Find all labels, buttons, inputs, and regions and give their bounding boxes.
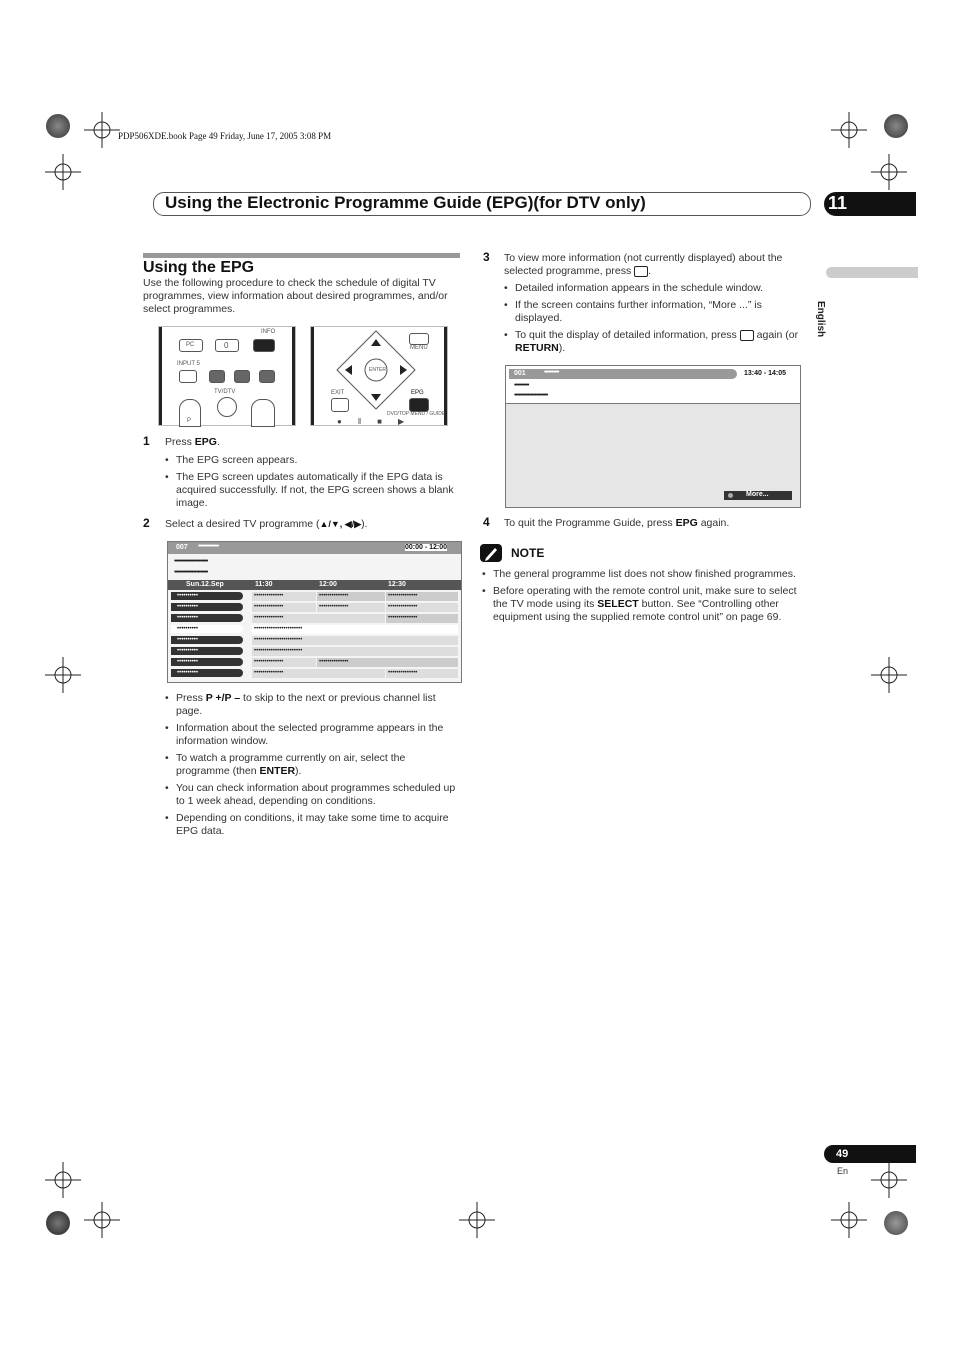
epg-time-col: 11:30 bbox=[255, 581, 273, 588]
detail-time-range: 13:40 - 14:05 bbox=[744, 370, 787, 377]
step-4-text: To quit the Programme Guide, press EPG again. bbox=[504, 517, 730, 529]
list-item: • The EPG screen updates automatically if the EPG data is acquired successfully. If not, the EPG screen shows a blank image. bbox=[165, 471, 461, 510]
color-target-icon bbox=[884, 1211, 908, 1235]
color-button bbox=[209, 370, 225, 383]
list-item: • Before operating with the remote control unit, make sure to select the TV mode using its SELECT button. See “Controlling other equipment using the supplied remote control unit” on page 69. bbox=[482, 585, 800, 624]
detail-screen-illustration bbox=[505, 365, 801, 508]
channel-row: •••••••••• bbox=[171, 614, 243, 622]
programme-cell-selected: ••••••••••••••••••••••• bbox=[252, 625, 458, 634]
page-number: 49 bbox=[836, 1148, 849, 1160]
programme-cell: •••••••••••••• bbox=[386, 603, 458, 612]
registration-mark-icon bbox=[871, 154, 907, 190]
list-item: • To watch a programme currently on air, select the programme (then ENTER). bbox=[165, 752, 461, 778]
info-button-icon bbox=[634, 266, 648, 277]
registration-mark-icon bbox=[831, 1202, 867, 1238]
volume-button bbox=[251, 399, 275, 427]
list-item: • Press P +/P – to skip to the next or previous channel list page. bbox=[165, 692, 461, 718]
exit-label: EXIT bbox=[331, 390, 345, 396]
note-title: NOTE bbox=[511, 546, 545, 560]
epg-button bbox=[409, 398, 429, 412]
registration-mark-icon bbox=[831, 112, 867, 148]
page-language: En bbox=[837, 1166, 849, 1176]
input5-label: INPUT 5 bbox=[177, 361, 200, 367]
registration-mark-icon bbox=[871, 657, 907, 693]
enter-label: ENTER bbox=[369, 367, 386, 373]
epg-label: EPG bbox=[411, 390, 424, 396]
guide-label: DVD/TOP MENU / GUIDE bbox=[387, 411, 446, 417]
channel-row-selected: •••••••••• bbox=[171, 625, 243, 633]
channel-row: •••••••••• bbox=[171, 603, 243, 611]
step-2-bullets bbox=[165, 692, 461, 842]
programme-cell: ••••••••••••••••••••••• bbox=[252, 647, 458, 656]
tvdtv-button bbox=[217, 397, 237, 417]
language-label: English bbox=[815, 301, 826, 338]
detail-title-dots: •••••••••• bbox=[544, 369, 559, 376]
epg-title-dots: •••••••••••••• bbox=[198, 543, 219, 550]
programme-cell: •••••••••••••• bbox=[386, 669, 458, 678]
section-rule bbox=[143, 253, 460, 258]
programme-cell: •••••••••••••• bbox=[386, 592, 458, 601]
language-tab bbox=[826, 267, 918, 278]
remote-illustration-left bbox=[158, 326, 296, 426]
epg-info-line: ••••••••••••••••••••••• bbox=[174, 569, 208, 576]
note-bullets bbox=[482, 568, 800, 628]
section-intro: Use the following procedure to check the schedule of digital TV programmes, view information about desired programmes, and/or select programmes. bbox=[143, 277, 448, 315]
epg-time-col: 12:00 bbox=[319, 581, 337, 588]
color-target-icon bbox=[46, 114, 70, 138]
channel-row: •••••••••• bbox=[171, 669, 243, 677]
epg-channel: 007 bbox=[176, 544, 188, 551]
list-item: • Detailed information appears in the schedule window. bbox=[504, 282, 799, 295]
chapter-number: 11 bbox=[828, 193, 848, 213]
tvdtv-label: TV/DTV bbox=[214, 389, 236, 395]
info-label: INFO bbox=[261, 329, 276, 335]
info-button bbox=[253, 339, 275, 352]
step-3-bullets bbox=[504, 282, 799, 359]
zero-button: 0 bbox=[215, 339, 239, 352]
list-item: • Depending on conditions, it may take some time to acquire EPG data. bbox=[165, 812, 461, 838]
note-pencil-icon bbox=[480, 544, 502, 562]
list-item: • You can check information about programmes scheduled up to 1 week ahead, depending on conditions. bbox=[165, 782, 461, 808]
transport-icons: ●‖■▶ bbox=[337, 417, 421, 426]
step-2-text: Select a desired TV programme (▲/▼, ◀/▶). bbox=[165, 518, 368, 530]
epg-time-range: 00:00 - 12:00 bbox=[405, 544, 448, 551]
step-number: 4 bbox=[483, 515, 490, 529]
list-item: • If the screen contains further information, “More ...” is displayed. bbox=[504, 299, 799, 325]
pc-button: PC bbox=[179, 339, 203, 352]
registration-mark-icon bbox=[459, 1202, 495, 1238]
step-1-bullets bbox=[165, 454, 461, 514]
color-target-icon bbox=[46, 1211, 70, 1235]
section-title: Using the EPG bbox=[143, 259, 255, 276]
programme-cell: •••••••••••••• bbox=[252, 658, 316, 667]
registration-mark-icon bbox=[871, 1162, 907, 1198]
registration-mark-icon bbox=[45, 154, 81, 190]
channel-row: •••••••••• bbox=[171, 592, 243, 600]
book-info-line: PDP506XDE.book Page 49 Friday, June 17, 2005 3:08 PM bbox=[118, 131, 332, 141]
epg-time-col: 12:30 bbox=[388, 581, 406, 588]
detail-info-line: ••••••••••••••••••••••• bbox=[514, 392, 548, 399]
programme-cell: •••••••••••••• bbox=[252, 603, 316, 612]
page-header-title: Using the Electronic Programme Guide (EPG)(for DTV only) bbox=[165, 193, 646, 212]
input5-button bbox=[179, 370, 197, 383]
color-target-icon bbox=[884, 114, 908, 138]
list-item: • Information about the selected programme appears in the information window. bbox=[165, 722, 461, 748]
channel-row: •••••••••• bbox=[171, 658, 243, 666]
color-button bbox=[259, 370, 275, 383]
more-indicator bbox=[724, 491, 792, 500]
list-item: • The EPG screen appears. bbox=[165, 454, 461, 467]
step-number: 3 bbox=[483, 250, 490, 264]
step-3-text: To view more information (not currently displayed) about the selected programme, press . bbox=[504, 252, 783, 277]
info-button-icon bbox=[740, 330, 754, 341]
programme-cell: •••••••••••••• bbox=[317, 592, 385, 601]
programme-cell: •••••••••••••• bbox=[252, 592, 316, 601]
color-button bbox=[234, 370, 250, 383]
epg-date: Sun.12.Sep bbox=[186, 581, 224, 588]
detail-channel: 001 bbox=[514, 370, 526, 377]
epg-screen-illustration bbox=[167, 541, 462, 683]
registration-mark-icon bbox=[45, 1162, 81, 1198]
channel-row: •••••••••• bbox=[171, 647, 243, 655]
programme-cell: •••••••••••••• bbox=[252, 669, 385, 678]
programme-cell: ••••••••••••••••••••••• bbox=[252, 636, 458, 645]
step-number: 2 bbox=[143, 516, 150, 530]
exit-button bbox=[331, 398, 349, 412]
remote-illustration-right bbox=[310, 326, 448, 426]
detail-info-line: •••••••••• bbox=[514, 382, 529, 389]
step-number: 1 bbox=[143, 434, 150, 448]
programme-cell: •••••••••••••• bbox=[252, 614, 385, 623]
menu-label: MENU bbox=[410, 345, 428, 351]
programme-cell: •••••••••••••• bbox=[386, 614, 458, 623]
programme-cell: •••••••••••••• bbox=[317, 658, 458, 667]
registration-mark-icon bbox=[84, 1202, 120, 1238]
epg-info-line: ••••••••••••••••••••••• bbox=[174, 558, 208, 565]
more-label: More... bbox=[746, 491, 769, 498]
programme-cell: •••••••••••••• bbox=[317, 603, 385, 612]
step-1-text: Press EPG. bbox=[165, 436, 220, 448]
p-label: P bbox=[187, 418, 192, 424]
list-item: • To quit the display of detailed information, press again (or RETURN). bbox=[504, 329, 799, 355]
channel-row: •••••••••• bbox=[171, 636, 243, 644]
registration-mark-icon bbox=[84, 112, 120, 148]
list-item: • The general programme list does not show finished programmes. bbox=[482, 568, 800, 581]
bullet-icon bbox=[728, 493, 733, 498]
registration-mark-icon bbox=[45, 657, 81, 693]
